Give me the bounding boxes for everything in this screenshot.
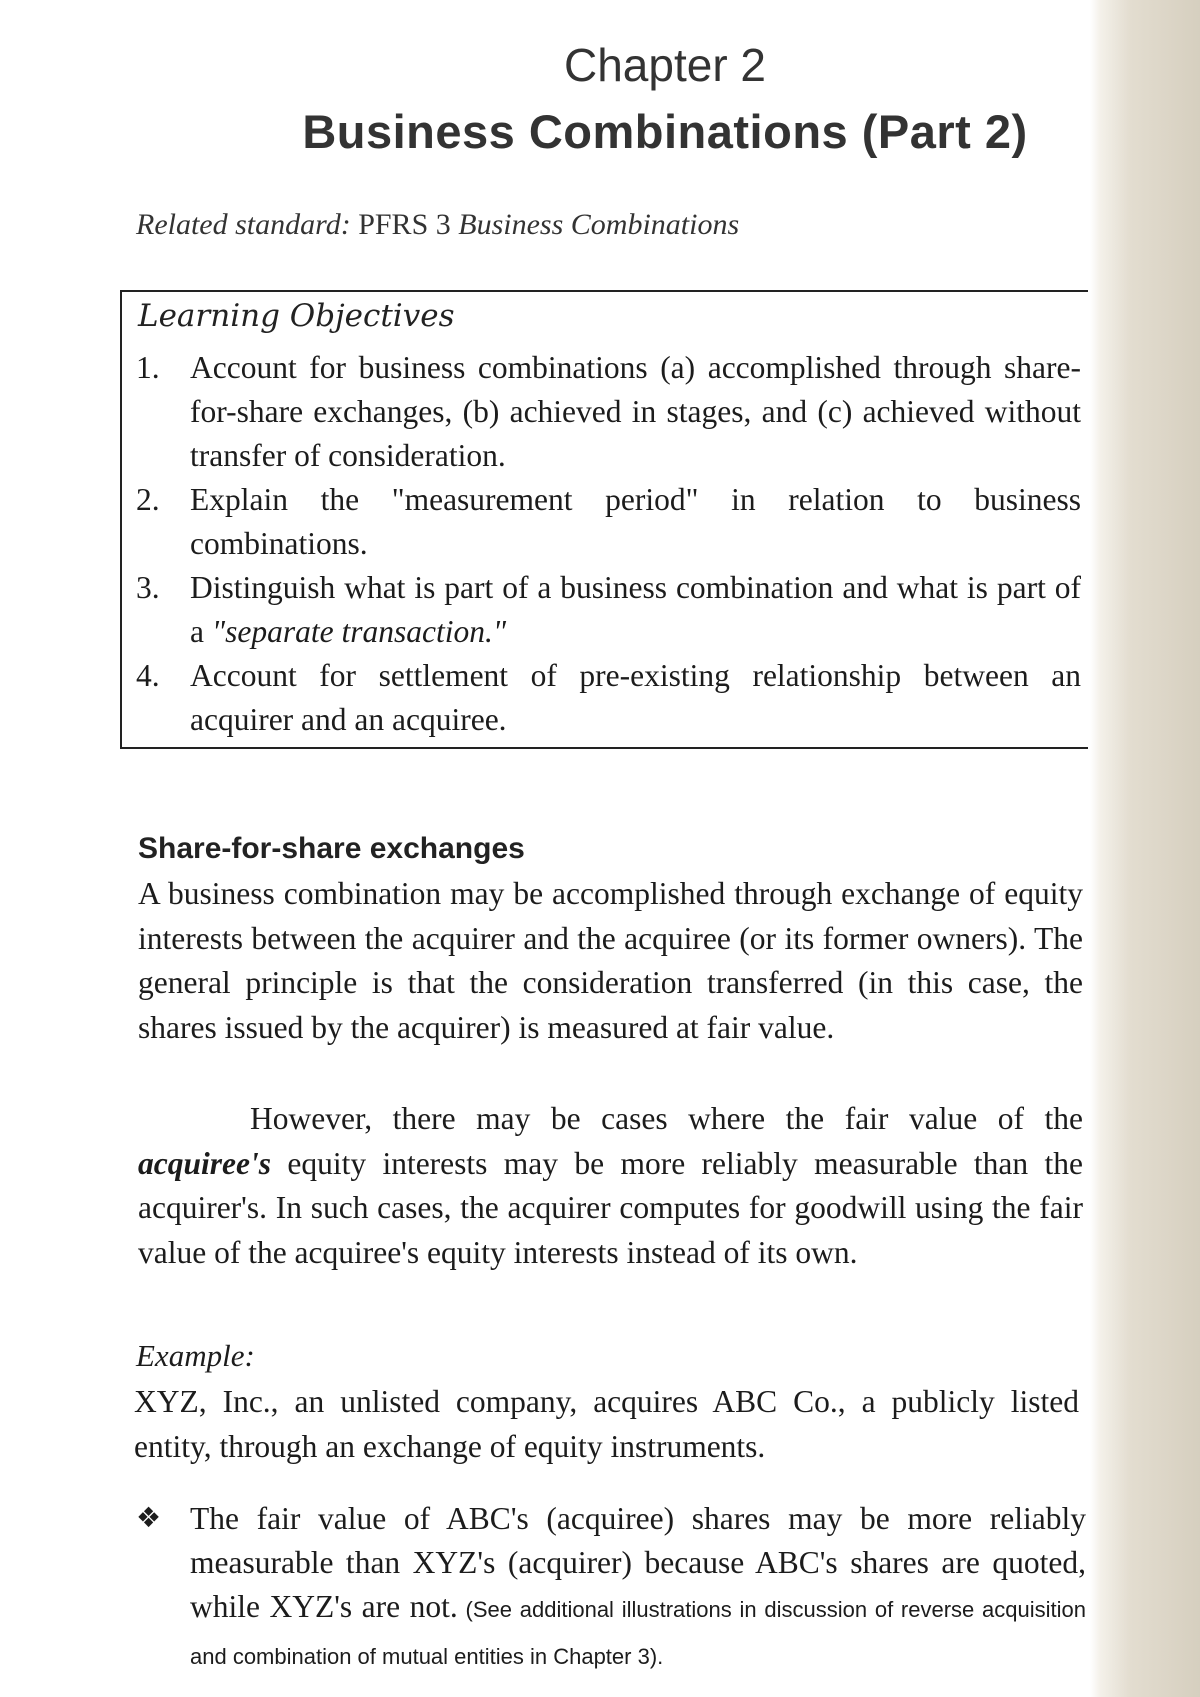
bullet-note: (See additional illustrations in discussion of reverse acquisition and combination of mutual entities in Chapter 3). xyxy=(190,1597,1086,1669)
example-label: Example: xyxy=(136,1338,255,1373)
objective-item xyxy=(136,346,1081,478)
chapter-title: Business Combinations (Part 2) xyxy=(302,105,1028,158)
bullet-text-block xyxy=(190,1497,1086,1679)
objective-number: 1. xyxy=(136,350,160,385)
body-paragraph: A business combination may be accomplished through exchange of equity interests between the acquirer and the acquiree (or its former owners). The general principle is that the consideration transferred (in this case, the shares issued by the acquirer) is measured at fair value. xyxy=(138,876,1083,1045)
related-standard-prefix: Related standard: xyxy=(136,208,359,241)
example-paragraph: XYZ, Inc., an unlisted company, acquires ABC Co., a publicly listed entity, through an exchange of equity instruments. xyxy=(134,1384,1079,1464)
objective-item xyxy=(136,654,1081,742)
learning-objectives-heading: Learning Objectives xyxy=(138,298,455,334)
paragraph-text: equity interests may be more reliably measurable than the acquirer's. In such cases, the acquirer computes for goodwill using the fair value of the acquiree's equity interests instead of its own. xyxy=(138,1145,1083,1270)
objective-number: 2. xyxy=(136,482,160,517)
page-edge-shadow xyxy=(1090,0,1200,1697)
objective-text: Explain the "measurement period" in relation to business combinations. xyxy=(190,482,1081,561)
objective-number: 3. xyxy=(136,570,160,605)
related-standard xyxy=(136,208,739,242)
paragraph-text: However, there may be cases where the fair value of the xyxy=(250,1101,1083,1136)
chapter-number: Chapter 2 xyxy=(563,39,766,91)
objective-text-emphasis: "separate transaction." xyxy=(211,614,507,649)
objective-text: Distinguish what is part of a business combination and what is part of a xyxy=(190,570,1081,649)
section-heading: Share-for-share exchanges xyxy=(138,832,525,865)
body-paragraph xyxy=(138,1097,1083,1275)
learning-objectives-list xyxy=(136,346,1081,742)
diamond-bullet-icon: ❖ xyxy=(136,1501,162,1534)
related-standard-code: PFRS 3 xyxy=(358,208,451,241)
objective-item xyxy=(136,566,1081,654)
objective-text: Account for settlement of pre-existing relationship between an acquirer and an acquiree. xyxy=(190,658,1081,737)
bullet-item xyxy=(136,1497,1086,1679)
objective-item xyxy=(136,478,1081,566)
paragraph-emphasis: acquiree's xyxy=(138,1145,271,1181)
objective-number: 4. xyxy=(136,658,160,693)
bullet-text: The fair value of ABC's (acquiree) shares may be more reliably measurable than XYZ's (acquirer) because ABC's shares are quoted, while XYZ's are not. xyxy=(190,1501,1086,1624)
related-standard-name: Business Combinations xyxy=(458,208,740,241)
objective-text: Account for business combinations (a) accomplished through share-for-share exchanges, (b) achieved in stages, and (c) achieved without transfer of consideration. xyxy=(190,350,1081,473)
